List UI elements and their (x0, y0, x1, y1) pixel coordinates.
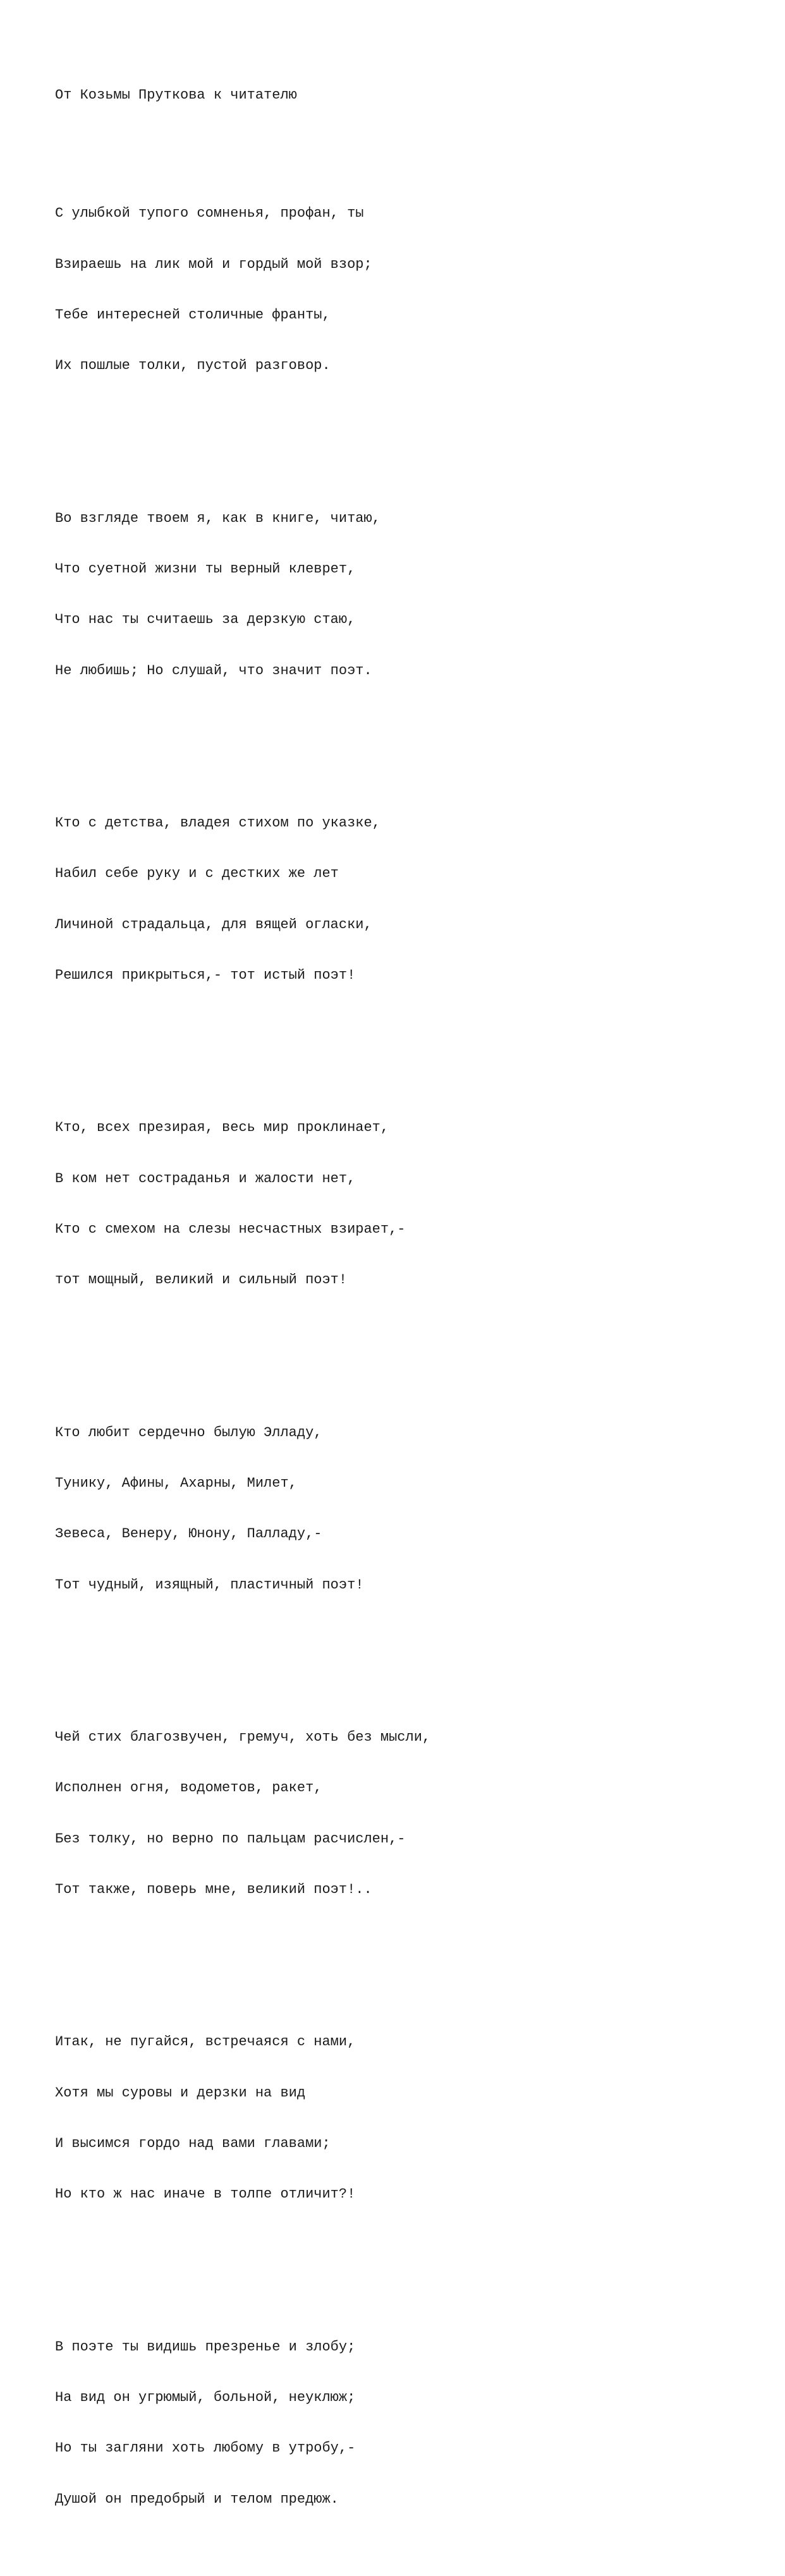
stanza-7 (55, 2000, 430, 2237)
poem-line: Тот чудный, изящный, пластичный поэт! (55, 1576, 364, 1593)
stanza-4 (55, 1086, 430, 1323)
poem-line: Личиной страдальца, для вящей огласки, (55, 916, 372, 933)
poem-line: Но кто ж нас иначе в толпе отличит?! (55, 2186, 356, 2203)
poem-line: Не любишь; Но слушай, что значит поэт. (55, 662, 372, 679)
poem-line: И высимся гордо над вами главами; (55, 2136, 331, 2152)
poem-line: С улыбкой тупого сомненья, профан, ты (55, 205, 364, 222)
poem-line: Душой он предобрый и телом предюж. (55, 2491, 339, 2507)
stanza-6 (55, 1695, 430, 1932)
stanza-1 (55, 172, 430, 409)
poem-line: Набил себе руку и с дестких же лет (55, 866, 339, 882)
poem-line: Зевеса, Венеру, Юнону, Палладу,- (55, 1526, 322, 1542)
poem-body (55, 53, 430, 2576)
poem-line: В поэте ты видишь презренье и злобу; (55, 2338, 356, 2355)
poem-line: Кто с детства, владея стихом по указке, (55, 814, 380, 831)
poem-line: Тунику, Афины, Ахарны, Милет, (55, 1475, 297, 1491)
stanza-5 (55, 1391, 430, 1628)
poem-line: Итак, не пугайся, встречаяся с нами, (55, 2034, 356, 2050)
poem-line: Кто любит сердечно былую Элладу, (55, 1424, 322, 1441)
poem-line: Исполнен огня, водометов, ракет, (55, 1780, 322, 1796)
poem-line: Но ты загляни хоть любому в утробу,- (55, 2440, 356, 2457)
stanza-3 (55, 781, 430, 1018)
poem-line: Их пошлые толки, пустой разговор. (55, 358, 331, 374)
poem-line: Во взгляде твоем я, как в книге, читаю, (55, 510, 380, 526)
poem-line: Тот также, поверь мне, великий поэт!.. (55, 1882, 372, 1898)
poem-line: тот мощный, великий и сильный поэт! (55, 1272, 348, 1288)
poem-line: Кто, всех презирая, весь мир проклинает, (55, 1120, 389, 1136)
stanza-8 (55, 2305, 430, 2542)
poem-line: Решился прикрыться,- тот истый поэт! (55, 967, 356, 984)
poem-line: Тебе интересней столичные франты, (55, 306, 331, 323)
poem-line: Чей стих благозвучен, гремуч, хоть без мысли, (55, 1729, 431, 1745)
poem-line: Взираешь на лик мой и гордый мой взор; (55, 256, 372, 272)
poem-line: В ком нет состраданья и жалости нет, (55, 1170, 356, 1187)
poem-line: Хотя мы суровы и дерзки на вид (55, 2084, 306, 2101)
poem-line: Без толку, но верно по пальцам расчислен,- (55, 1830, 406, 1847)
poem-line: На вид он угрюмый, больной, неуклюж; (55, 2389, 356, 2405)
poem-title: От Козьмы Пруткова к читателю (55, 87, 297, 103)
stanza-2 (55, 476, 430, 713)
poem-line: Кто с смехом на слезы несчастных взирает,- (55, 1221, 406, 1237)
poem-line: Что суетной жизни ты верный клеврет, (55, 560, 356, 577)
poem-line: Что нас ты считаешь за дерзкую стаю, (55, 612, 356, 628)
